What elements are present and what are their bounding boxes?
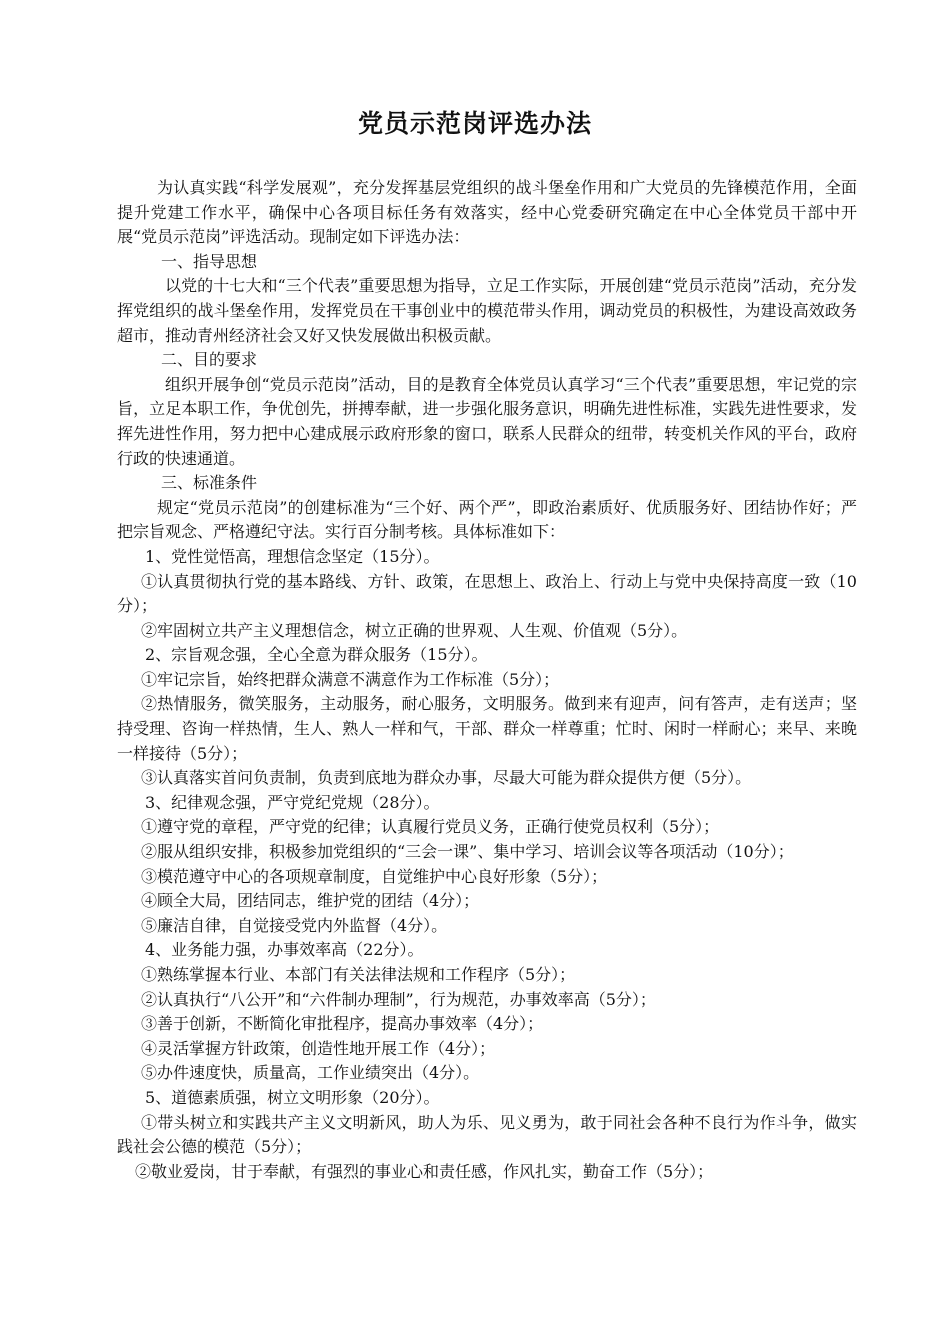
paragraph: 5、道德素质强，树立文明形象（20分）。	[145, 1087, 440, 1107]
paragraph: 2、宗旨观念强，全心全意为群众服务（15分）。	[145, 645, 488, 665]
paragraph: ②牢固树立共产主义理想信念，树立正确的世界观、人生观、价值观（5分）。	[141, 620, 688, 640]
paragraph: ②服从组织安排，积极参加党组织的“三会一课”、集中学习、培训会议等各项活动（10分）；	[141, 842, 794, 862]
paragraph: ⑤办件速度快，质量高，工作业绩突出（4分）。	[141, 1063, 480, 1083]
paragraph: ④顾全大局，团结同志，维护党的团结（4分）；	[141, 891, 480, 911]
paragraph: ③善于创新，不断简化审批程序，提高办事效率（4分）；	[141, 1014, 544, 1034]
paragraph: 三、标准条件	[161, 473, 258, 493]
paragraph: ①牢记宗旨，始终把群众满意不满意作为工作标准（5分）；	[141, 669, 560, 689]
document-body	[117, 176, 857, 1184]
paragraph: ②敬业爱岗，甘于奉献，有强烈的事业心和责任感，作风扎实，勤奋工作（5分）；	[135, 1161, 714, 1181]
paragraph: ②认真执行“八公开”和“六件制办理制”，行为规范，办事效率高（5分）；	[141, 989, 656, 1009]
paragraph: 3、纪律观念强，严守党纪党规（28分）。	[145, 792, 440, 812]
paragraph: 4、业务能力强，办事效率高（22分）。	[145, 940, 424, 960]
paragraph: ①认真贯彻执行党的基本路线、方针、政策，在思想上、政治上、行动上与党中央保持高度一致（10分）；	[117, 571, 857, 616]
paragraph: 1、党性觉悟高，理想信念坚定（15分）。	[145, 546, 440, 566]
paragraph: ①遵守党的章程，严守党的纪律；认真履行党员义务，正确行使党员权利（5分）；	[141, 817, 720, 837]
paragraph: ①带头树立和实践共产主义文明新风，助人为乐、见义勇为，敢于同社会各种不良行为作斗争，做实践社会公德的模范（5分）；	[117, 1112, 857, 1157]
paragraph: 组织开展争创“党员示范岗”活动，目的是教育全体党员认真学习“三个代表”重要思想，牢记党的宗旨，立足本职工作，争优创先，拼搏奉献，进一步强化服务意识，明确先进性标准，实践先进性要求，发挥先进性作用，努力把中心建成展示政府形象的窗口，联系人民群众的纽带，转变机关作风的平台，政府行政的快速通道。	[117, 374, 857, 468]
paragraph: ③认真落实首问负责制，负责到底地为群众办事，尽最大可能为群众提供方便（5分）。	[141, 768, 752, 788]
document-title: 党员示范岗评选办法	[357, 109, 592, 138]
paragraph: 规定“党员示范岗”的创建标准为“三个好、两个严”，即政治素质好、优质服务好、团结协作好；严把宗旨观念、严格遵纪守法。实行百分制考核。具体标准如下：	[117, 497, 857, 542]
paragraph: ①熟练掌握本行业、本部门有关法律法规和工作程序（5分）；	[141, 965, 576, 984]
paragraph: ③模范遵守中心的各项规章制度，自觉维护中心良好形象（5分）；	[141, 866, 608, 886]
paragraph: 二、目的要求	[161, 350, 258, 370]
paragraph: 为认真实践“科学发展观”，充分发挥基层党组织的战斗堡垒作用和广大党员的先锋模范作用，全面提升党建工作水平，确保中心各项目标任务有效落实，经中心党委研究确定在中心全体党员干部中开展“党员示范岗”评选活动。现制定如下评选办法：	[117, 178, 857, 247]
paragraph: ④灵活掌握方针政策，创造性地开展工作（4分）；	[141, 1038, 496, 1058]
paragraph: ②热情服务，微笑服务，主动服务，耐心服务，文明服务。做到来有迎声，问有答声，走有送声；坚持受理、咨询一样热情，生人、熟人一样和气，干部、群众一样尊重；忙时、闲时一样耐心；来早、来晚一样接待（5分）；	[117, 694, 857, 763]
paragraph: ⑤廉洁自律，自觉接受党内外监督（4分）。	[141, 915, 448, 935]
paragraph: 一、指导思想	[161, 251, 258, 271]
paragraph: 以党的十七大和“三个代表”重要思想为指导，立足工作实际，开展创建“党员示范岗”活动，充分发挥党组织的战斗堡垒作用，发挥党员在干事创业中的模范带头作用，调动党员的积极性，为建设高效政务超市，推动青州经济社会又好又快发展做出积极贡献。	[117, 276, 857, 345]
